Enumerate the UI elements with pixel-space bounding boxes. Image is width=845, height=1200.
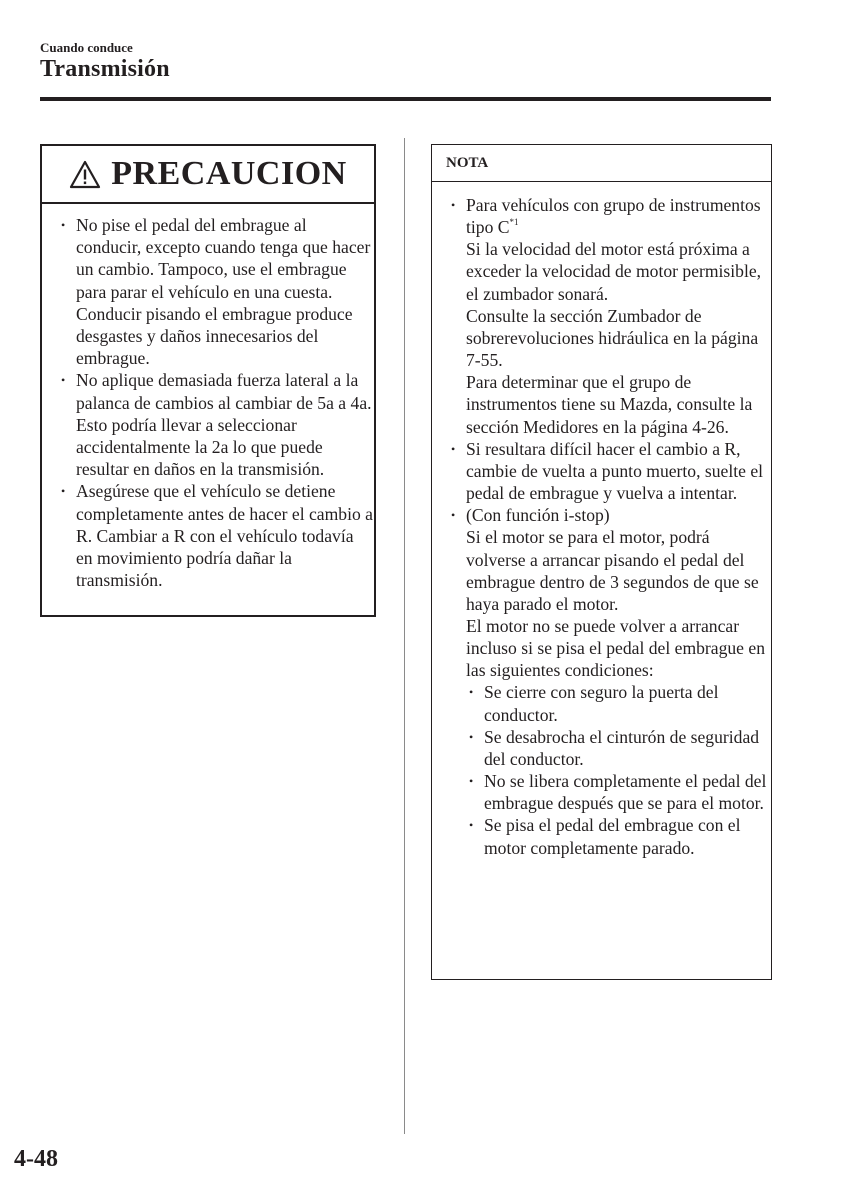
note-header: NOTA [432, 145, 771, 182]
page-title: Transmisión [40, 56, 170, 82]
note-paragraph: Si la velocidad del motor está próxima a exceder la velocidad de motor permisible, el zumbador sonará. [466, 239, 762, 304]
note-item [448, 194, 770, 438]
caution-title: PRECAUCION [111, 155, 347, 192]
page-number: 4-48 [14, 1146, 58, 1172]
caution-list [58, 214, 374, 591]
note-box [431, 144, 772, 980]
condition-item: • Se desabrocha el cinturón de seguridad del conductor. [466, 726, 770, 770]
caution-item: • Asegúrese que el vehículo se detiene completamente antes de hacer el cambio a R. Cambiar a R con el vehículo todavía en movimiento podría dañar la transmisión. [58, 480, 374, 591]
warning-triangle-icon [69, 160, 101, 189]
caution-header [42, 146, 374, 204]
note-list [448, 194, 770, 859]
conditions-list [466, 681, 770, 858]
note-paragraph: Consulte la sección Zumbador de sobrerevoluciones hidráulica en la página 7-55. [466, 305, 759, 371]
note-paragraph: El motor no se puede volver a arrancar incluso si se pisa el pedal del embrague en las siguientes condiciones: [466, 615, 765, 681]
note-item-intro-text: Para vehículos con grupo de instrumentos tipo C [466, 195, 761, 238]
note-paragraph: Para determinar que el grupo de instrumentos tiene su Mazda, consulte la sección Medidores en la página 4-26. [466, 372, 753, 437]
caution-item: • No pise el pedal del embrague al conducir, excepto cuando tenga que hacer un cambio. Tampoco, use el embrague para parar el vehículo en una cuesta. Conducir pisando el embrague produce desgastes y daños innecesarios del embrague. [58, 214, 374, 369]
note-item-intro [466, 194, 770, 238]
condition-item: • Se pisa el pedal del embrague con el motor completamente parado. [466, 814, 770, 858]
caution-item: • No aplique demasiada fuerza lateral a la palanca de cambios al cambiar de 5a a 4a. Esto podría llevar a seleccionar accidentalmente la 2a lo que puede resultar en daños en la transmisión. [58, 369, 374, 480]
section-label: Cuando conduce [40, 40, 133, 55]
note-item-heading: • (Con función i-stop) [466, 505, 610, 526]
caution-box [40, 144, 376, 617]
note-paragraph: Si el motor se para el motor, podrá volverse a arrancar pisando el pedal del embrague dentro de 3 segundos de que se haya parado el motor. [466, 527, 759, 614]
column-divider [404, 138, 405, 1134]
footnote-marker: *1 [509, 217, 519, 228]
note-item [448, 504, 770, 859]
header-rule [40, 97, 771, 101]
condition-item: • No se libera completamente el pedal del embrague después que se para el motor. [466, 770, 770, 814]
note-item: • Si resultara difícil hacer el cambio a R, cambie de vuelta a punto muerto, suelte el pedal de embrague y vuelva a intentar. [448, 438, 770, 504]
condition-item: • Se cierre con seguro la puerta del conductor. [466, 681, 770, 725]
